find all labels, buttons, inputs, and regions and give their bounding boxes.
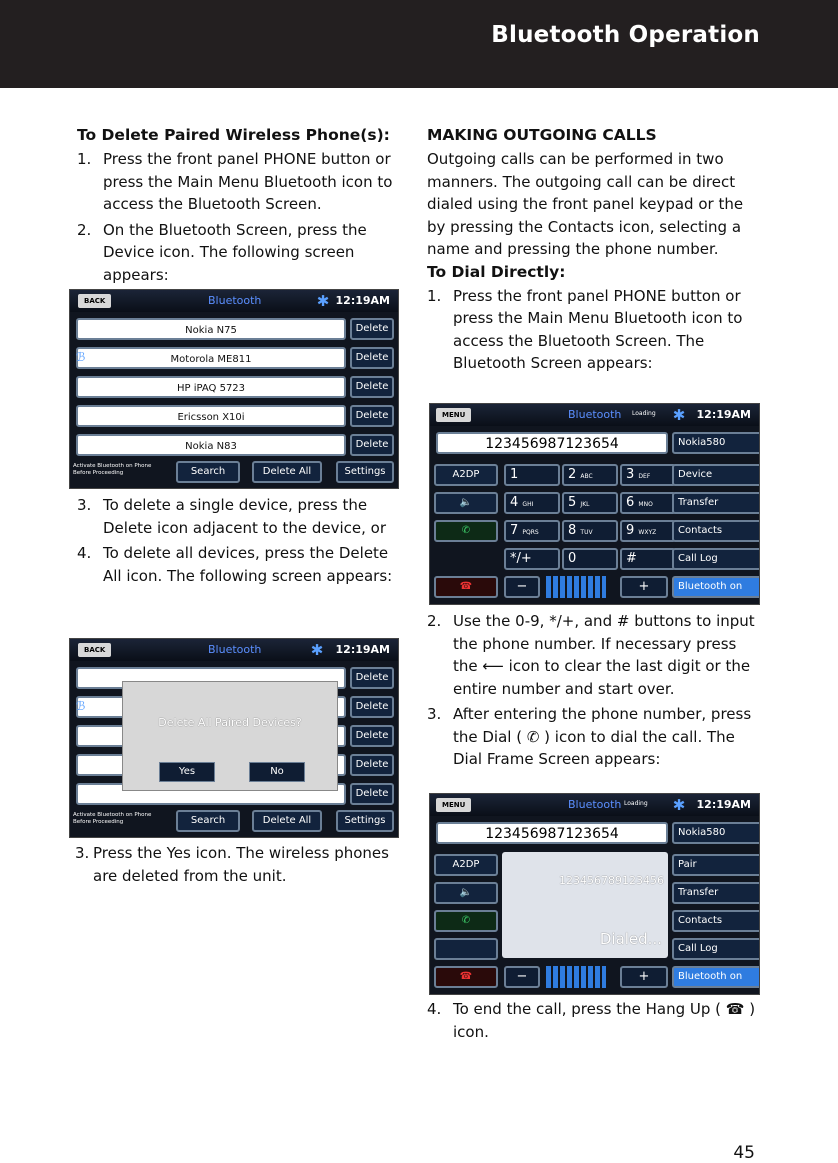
- step-text: Use the 0-9, */+, and # buttons to input the phone number. If necessary press the ⟵ icon to clear the last digit or the entire number and start over.: [453, 612, 755, 698]
- device-item[interactable]: HP iPAQ 5723: [76, 376, 346, 398]
- menu-button[interactable]: MENU: [436, 798, 471, 812]
- a2dp-button[interactable]: A2DP: [434, 854, 498, 876]
- volume-up-button[interactable]: +: [620, 576, 668, 598]
- left-step-5: [75, 842, 405, 887]
- key-8[interactable]: 8 TUV: [562, 520, 618, 542]
- screen-topbar: [70, 290, 398, 312]
- device-list-screen: [69, 289, 399, 489]
- screen-time: 12:19AM: [696, 408, 751, 421]
- right-step-1: [427, 285, 762, 375]
- key-hash[interactable]: #: [620, 548, 676, 570]
- key-7[interactable]: 7 PQRS: [504, 520, 560, 542]
- screen-title: Bluetooth: [208, 294, 262, 307]
- device-button[interactable]: Device: [672, 464, 760, 486]
- phone-number-field[interactable]: 123456987123654: [436, 432, 668, 454]
- step-text: Press the front panel PHONE button or press the Main Menu Bluetooth icon to access the Bluetooth Screen.: [103, 150, 393, 213]
- left-step-2: [77, 219, 407, 287]
- step-number: 1.: [427, 286, 442, 305]
- right-heading: MAKING OUTGOING CALLS: [427, 126, 657, 144]
- menu-button[interactable]: MENU: [436, 408, 471, 422]
- key-4[interactable]: 4 GHI: [504, 492, 560, 514]
- step-number: 2.: [77, 220, 92, 239]
- page-number: 45: [733, 1143, 755, 1163]
- delete-button[interactable]: Delete: [350, 405, 394, 427]
- speaker-icon[interactable]: 🔈: [434, 492, 498, 514]
- call-log-button[interactable]: Call Log: [672, 938, 760, 960]
- key-9[interactable]: 9 WXYZ: [620, 520, 676, 542]
- speaker-icon[interactable]: 🔈: [434, 882, 498, 904]
- dialing-number: 123456789123456: [559, 874, 664, 887]
- step-text: To delete a single device, press the Delete icon adjacent to the device, or: [103, 496, 386, 537]
- left-step-3: [77, 494, 407, 539]
- backspace-arrow-icon[interactable]: ⟵: [624, 431, 650, 452]
- right-step-2: [427, 610, 762, 700]
- delete-all-button[interactable]: Delete All: [252, 461, 322, 483]
- right-column: [427, 126, 762, 378]
- step-number: 1.: [77, 150, 92, 168]
- left-step-4: [77, 542, 407, 587]
- back-button[interactable]: BACK: [78, 643, 111, 657]
- key-3[interactable]: 3 DEF: [620, 464, 676, 486]
- bluetooth-icon: ✱: [672, 406, 686, 424]
- step-number: 4.: [427, 1000, 442, 1018]
- hangup-icon[interactable]: ☎: [434, 966, 498, 988]
- key-1[interactable]: 1: [504, 464, 560, 486]
- search-button[interactable]: Search: [176, 810, 240, 832]
- page-header: [0, 0, 838, 88]
- contacts-button[interactable]: Contacts: [672, 910, 760, 932]
- screen-time: 12:19AM: [696, 798, 751, 811]
- dial-icon[interactable]: ✆: [434, 520, 498, 542]
- left-column-bottom: [75, 842, 405, 890]
- key-0[interactable]: 0: [562, 548, 618, 570]
- device-item[interactable]: Motorola ME811: [76, 347, 346, 369]
- left-column: [77, 126, 407, 289]
- volume-down-button[interactable]: −: [504, 576, 540, 598]
- search-button[interactable]: Search: [176, 461, 240, 483]
- backspace-arrow-icon[interactable]: ⟵: [624, 821, 650, 842]
- phone-name-button[interactable]: Nokia580: [672, 822, 760, 844]
- left-step-1: [77, 148, 407, 216]
- bluetooth-icon: ✱: [316, 292, 330, 310]
- right-column-bottom: [427, 998, 762, 1046]
- key-2[interactable]: 2 ABC: [562, 464, 618, 486]
- volume-down-button[interactable]: −: [504, 966, 540, 988]
- step-number: 3.: [77, 496, 92, 514]
- key-6[interactable]: 6 MNO: [620, 492, 676, 514]
- delete-button[interactable]: Delete: [350, 783, 394, 805]
- right-column-mid: [427, 610, 762, 774]
- screen-time: 12:19AM: [335, 294, 390, 307]
- screen-topbar: [430, 794, 759, 816]
- settings-button[interactable]: Settings: [336, 810, 394, 832]
- delete-all-button[interactable]: Delete All: [252, 810, 322, 832]
- confirm-dialog: [122, 681, 338, 791]
- screen-title: Bluetooth: [568, 798, 622, 811]
- phone-number-field[interactable]: 123456987123654: [436, 822, 668, 844]
- transfer-button[interactable]: Transfer: [672, 492, 760, 514]
- volume-bar[interactable]: [546, 966, 606, 988]
- dial-frame-screen: [429, 793, 760, 995]
- settings-button[interactable]: Settings: [336, 461, 394, 483]
- pair-button[interactable]: Pair: [672, 854, 760, 876]
- screen-title: Bluetooth: [568, 408, 622, 421]
- volume-up-button[interactable]: +: [620, 966, 668, 988]
- delete-button[interactable]: Delete: [350, 347, 394, 369]
- bluetooth-small-icon: ℬ: [76, 699, 86, 713]
- loading-text: Loading: [624, 800, 648, 807]
- right-subheading: To Dial Directly:: [427, 262, 566, 281]
- left-heading: To Delete Paired Wireless Phone(s):: [77, 126, 390, 144]
- step-number: 4.: [77, 544, 92, 562]
- hangup-icon[interactable]: ☎: [434, 576, 498, 598]
- dialed-status: Dialed...: [599, 930, 662, 948]
- no-button[interactable]: No: [249, 762, 305, 782]
- bluetooth-on-button[interactable]: Bluetooth on: [672, 576, 760, 598]
- dial-keypad-screen: [429, 403, 760, 605]
- step-text: To delete all devices, press the Delete All icon. The following screen appears:: [103, 544, 393, 585]
- device-item[interactable]: Ericsson X10i: [76, 405, 346, 427]
- key-5[interactable]: 5 JKL: [562, 492, 618, 514]
- delete-button[interactable]: Delete: [350, 434, 394, 456]
- right-step-4: [427, 998, 762, 1043]
- step-text: Press the front panel PHONE button or press the Main Menu Bluetooth icon to access the Bluetooth Screen. The Bluetooth Screen appears:: [453, 286, 743, 372]
- dialing-panel: [502, 852, 668, 958]
- step-number: 3.: [427, 705, 442, 723]
- loading-text: Loading: [632, 410, 656, 417]
- delete-all-screen: [69, 638, 399, 838]
- dialog-message: Delete All Paired Devices?: [158, 716, 302, 729]
- transfer-button[interactable]: Transfer: [672, 882, 760, 904]
- bluetooth-on-button[interactable]: Bluetooth on: [672, 966, 760, 988]
- dial-icon[interactable]: ✆: [434, 910, 498, 932]
- a2dp-button[interactable]: A2DP: [434, 464, 498, 486]
- delete-button[interactable]: Delete: [350, 754, 394, 776]
- contacts-button[interactable]: Contacts: [672, 520, 760, 542]
- header-title: Bluetooth Operation: [491, 22, 760, 48]
- bluetooth-icon: ✱: [310, 641, 324, 659]
- left-column-mid: [77, 494, 407, 590]
- delete-button[interactable]: Delete: [350, 376, 394, 398]
- device-item[interactable]: Nokia N83: [76, 434, 346, 456]
- activate-note: Activate Bluetooth on Phone Before Proceeding: [73, 812, 152, 825]
- bluetooth-small-icon: ℬ: [76, 350, 86, 364]
- blank-side-button[interactable]: [434, 938, 498, 960]
- intro-paragraph: Outgoing calls can be performed in two manners. The outgoing call can be direct dialed using the front panel keypad or the by pressing the Contacts icon, selecting a name and pressing the phone number.: [427, 150, 744, 258]
- step-text: On the Bluetooth Screen, press the Device icon. The following screen appears:: [103, 220, 367, 284]
- delete-button[interactable]: Delete: [350, 725, 394, 747]
- bluetooth-icon: ✱: [672, 796, 686, 814]
- step-text: Press the Yes icon. The wireless phones are deleted from the unit.: [93, 844, 389, 885]
- key-star[interactable]: */+: [504, 548, 560, 570]
- screen-topbar: [70, 639, 398, 661]
- delete-button[interactable]: Delete: [350, 696, 394, 718]
- back-button[interactable]: BACK: [78, 294, 111, 308]
- screen-title: Bluetooth: [208, 643, 262, 656]
- volume-bar[interactable]: [546, 576, 606, 598]
- screen-topbar: [430, 404, 759, 426]
- step-text: To end the call, press the Hang Up ( ☎ ) icon.: [453, 1000, 756, 1041]
- yes-button[interactable]: Yes: [159, 762, 215, 782]
- delete-button[interactable]: Delete: [350, 667, 394, 689]
- device-item[interactable]: Nokia N75: [76, 318, 346, 340]
- right-step-3: [427, 703, 762, 771]
- screen-time: 12:19AM: [335, 643, 390, 656]
- delete-button[interactable]: Delete: [350, 318, 394, 340]
- call-log-button[interactable]: Call Log: [672, 548, 760, 570]
- step-number: 2.: [427, 612, 442, 630]
- activate-note: Activate Bluetooth on Phone Before Proceeding: [73, 463, 152, 476]
- step-number: 3.: [75, 844, 90, 862]
- phone-name-button[interactable]: Nokia580: [672, 432, 760, 454]
- step-text: After entering the phone number, press the Dial ( ✆ ) icon to dial the call. The Dial Frame Screen appears:: [453, 705, 752, 768]
